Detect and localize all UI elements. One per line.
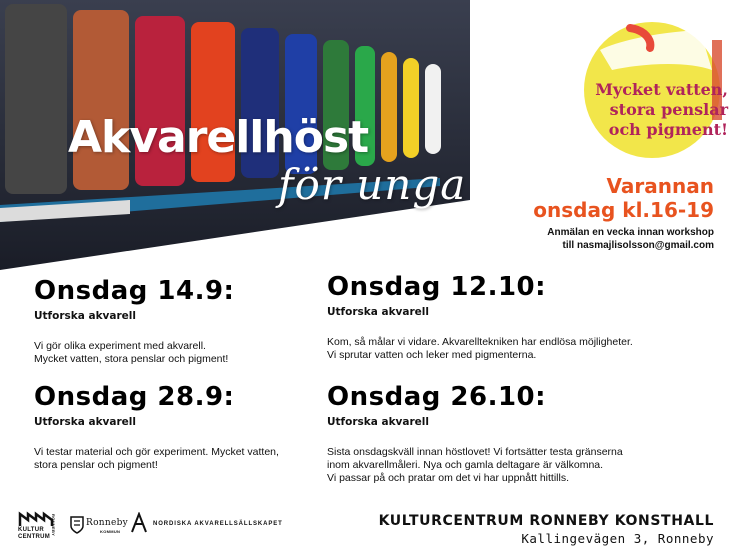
event-kind: Utforska akvarell <box>34 416 136 428</box>
signup-info <box>454 226 714 252</box>
logo-line: KULTUR <box>18 527 45 533</box>
desc-line: Vi passar på och pratar om det vi har uppnått hittills. <box>327 472 570 484</box>
event-kind: Utforska akvarell <box>34 310 136 322</box>
desc-line: Mycket vatten, stora penslar och pigment! <box>34 353 229 365</box>
event-block <box>34 382 279 472</box>
event-date: Onsdag 14.9: <box>34 276 235 306</box>
kulturcentrum-side-text: RONNEBY <box>51 514 56 537</box>
tagline-line-1: Mycket vatten, <box>595 80 728 99</box>
event-date: Onsdag 12.10: <box>327 272 547 302</box>
nordiska-logo-icon <box>130 512 148 534</box>
paint-pan <box>5 4 67 194</box>
event-date: Onsdag 28.9: <box>34 382 235 412</box>
ronneby-logo-text: Ronneby <box>86 518 129 528</box>
event-block <box>327 272 633 362</box>
event-date: Onsdag 26.10: <box>327 382 547 412</box>
event-title: Akvarellhöst <box>68 112 369 163</box>
nordiska-logo-text: NORDISKA AKVARELLSÄLLSKAPET <box>153 521 283 527</box>
circle-tagline <box>553 80 728 140</box>
signup-line-1: Anmälan en vecka innan workshop <box>547 227 714 238</box>
event-kind: Utforska akvarell <box>327 306 429 318</box>
paint-pan <box>73 10 129 190</box>
paint-pan <box>425 64 441 154</box>
event-description <box>327 446 623 485</box>
schedule-line-1: Varannan <box>606 174 714 198</box>
schedule-line-2: onsdag kl.16-19 <box>533 198 714 222</box>
ronneby-sub-text: KOMMUN <box>100 529 121 534</box>
desc-line: Vi testar material och gör experiment. Mycket vatten, <box>34 446 279 458</box>
logo-line: CENTRUM <box>18 534 51 540</box>
event-block <box>34 276 234 366</box>
schedule-info <box>494 174 714 222</box>
event-description <box>34 340 234 366</box>
sponsor-logos <box>18 510 308 542</box>
venue-address: Kallingevägen 3, Ronneby <box>521 531 714 546</box>
desc-line: Sista onsdagskväll innan höstlovet! Vi fortsätter testa gränserna <box>327 446 623 458</box>
desc-line: inom akvarellmåleri. Nya och gamla deltagare är välkomna. <box>327 459 604 471</box>
kulturcentrum-logo-text <box>18 527 50 541</box>
signup-email: till nasmajlisolsson@gmail.com <box>562 240 714 251</box>
event-description <box>327 336 633 362</box>
event-kind: Utforska akvarell <box>327 416 429 428</box>
ronneby-crest-icon <box>70 516 84 534</box>
tagline-line-2: stora penslar <box>609 100 728 119</box>
desc-line: stora penslar och pigment! <box>34 459 158 471</box>
desc-line: Kom, så målar vi vidare. Akvarelltekniken har endlösa möjligheter. <box>327 336 633 348</box>
desc-line: Vi gör olika experiment med akvarell. <box>34 340 206 352</box>
event-description <box>34 446 279 472</box>
paint-pan <box>403 58 419 158</box>
paint-pan <box>381 52 397 162</box>
desc-line: Vi sprutar vatten och leker med pigmenterna. <box>327 349 537 361</box>
venue-name: KULTURCENTRUM RONNEBY KONSTHALL <box>378 513 714 529</box>
event-block <box>327 382 623 485</box>
tagline-line-3: och pigment! <box>608 120 728 139</box>
event-subtitle: för unga <box>278 160 467 209</box>
